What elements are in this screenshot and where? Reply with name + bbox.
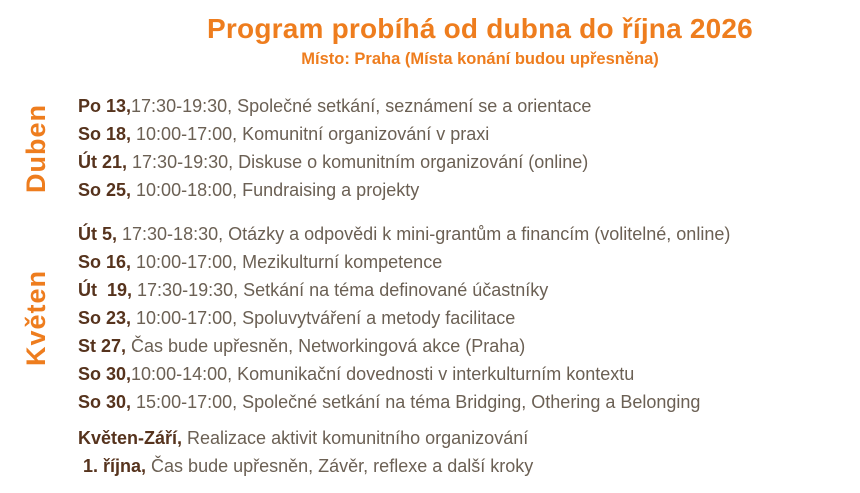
event-date: 1. října, bbox=[78, 456, 147, 476]
header bbox=[100, 0, 860, 70]
event-date: Květen-Září, bbox=[78, 428, 183, 448]
event-description: 10:00-17:00, Komunitní organizování v praxi bbox=[131, 124, 490, 144]
event-row bbox=[78, 360, 860, 388]
page-title: Program probíhá od dubna do října 2026 bbox=[207, 13, 753, 44]
event-description: 15:00-17:00, Společné setkání na téma Bridging, Othering a Belonging bbox=[131, 392, 701, 412]
event-row bbox=[78, 424, 860, 452]
event-row bbox=[78, 248, 860, 276]
event-description: 17:30-19:30, Společné setkání, seznámení se a orientace bbox=[131, 96, 592, 116]
event-row bbox=[78, 220, 860, 248]
event-date: So 16, bbox=[78, 252, 132, 272]
section-kveten bbox=[0, 220, 860, 416]
event-description: 10:00-17:00, Spoluvytváření a metody facilitace bbox=[131, 308, 516, 328]
event-row bbox=[78, 304, 860, 332]
event-description: Čas bude upřesněn, Networkingová akce (Praha) bbox=[126, 336, 526, 356]
event-description: 17:30-19:30, Diskuse o komunitním organizování (online) bbox=[127, 152, 589, 172]
event-description: 10:00-17:00, Mezikulturní kompetence bbox=[131, 252, 443, 272]
event-row bbox=[78, 388, 860, 416]
event-description: 10:00-14:00, Komunikační dovednosti v interkulturním kontextu bbox=[131, 364, 635, 384]
event-date: Út 21, bbox=[78, 152, 128, 172]
page-subtitle: Místo: Praha (Místa konání budou upřesněna) bbox=[301, 50, 659, 68]
event-description: 17:30-19:30, Setkání na téma definované účastníky bbox=[132, 280, 549, 300]
event-date: So 23, bbox=[78, 308, 132, 328]
event-description: 10:00-18:00, Fundraising a projekty bbox=[131, 180, 420, 200]
event-date: So 30, bbox=[78, 364, 132, 384]
event-row bbox=[78, 452, 860, 480]
event-date: So 25, bbox=[78, 180, 132, 200]
event-date: Út 19, bbox=[78, 280, 133, 300]
section-duben bbox=[0, 92, 860, 204]
event-row bbox=[78, 276, 860, 304]
month-label-kveten-text: Květen bbox=[20, 269, 51, 367]
month-label-duben bbox=[14, 92, 58, 204]
month-label-kveten bbox=[14, 220, 58, 416]
event-row bbox=[78, 120, 860, 148]
event-date: So 30, bbox=[78, 392, 132, 412]
event-row bbox=[78, 176, 860, 204]
event-date: So 18, bbox=[78, 124, 132, 144]
month-label-duben-text: Duben bbox=[20, 103, 51, 193]
event-row bbox=[78, 148, 860, 176]
event-description: 17:30-18:30, Otázky a odpovědi k mini-grantům a financím (volitelné, online) bbox=[117, 224, 731, 244]
event-row bbox=[78, 332, 860, 360]
event-description: Čas bude upřesněn, Závěr, reflexe a další kroky bbox=[146, 456, 534, 476]
event-date: Po 13, bbox=[78, 96, 132, 116]
event-date: Út 5, bbox=[78, 224, 118, 244]
event-date: St 27, bbox=[78, 336, 127, 356]
event-row bbox=[78, 92, 860, 120]
section-zaver bbox=[0, 424, 860, 480]
event-description: Realizace aktivit komunitního organizování bbox=[182, 428, 529, 448]
